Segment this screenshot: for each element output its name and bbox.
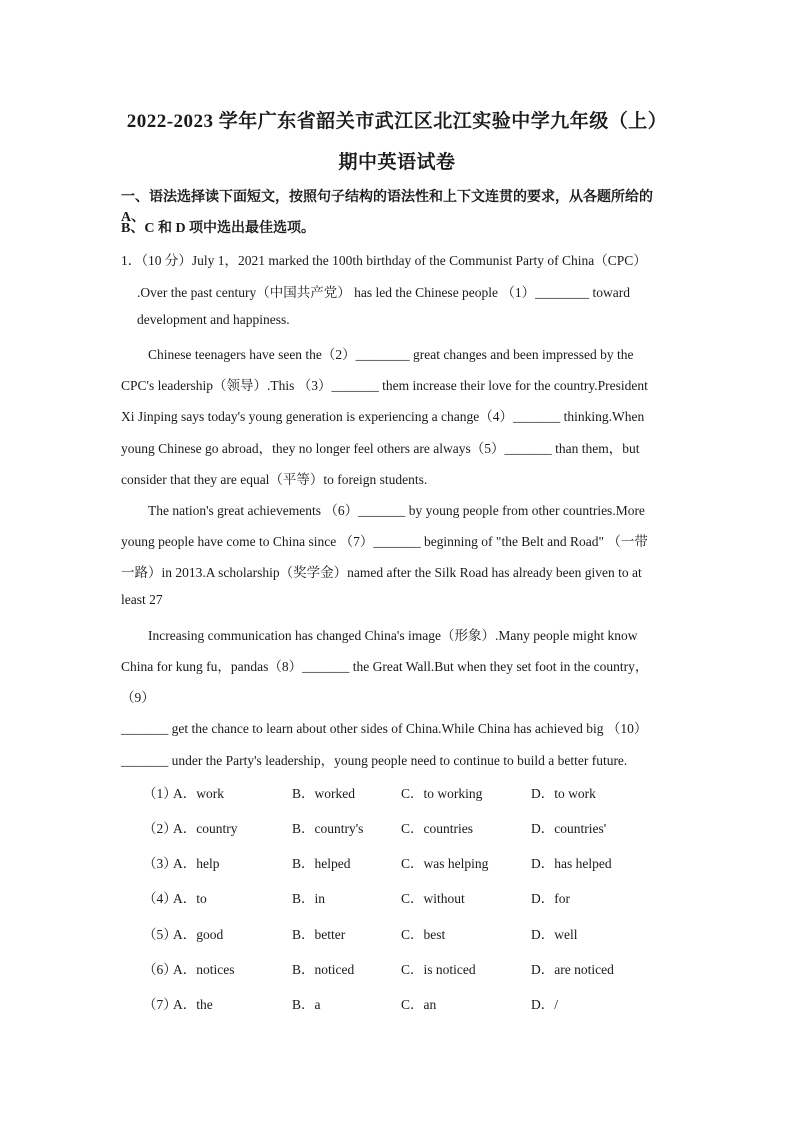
passage-line: young people have come to China since （7）_______ beginning of "the Belt and Road" （一带 bbox=[121, 534, 648, 549]
option-c[interactable]: C．to working bbox=[401, 786, 483, 801]
option-a[interactable]: A．help bbox=[173, 856, 220, 871]
section-instruction-line-2: B、C 和 D 项中选出最佳选项。 bbox=[121, 221, 316, 236]
passage-line: Chinese teenagers have seen the（2）________ great changes and been impressed by the bbox=[148, 347, 634, 362]
option-a[interactable]: A．country bbox=[173, 821, 238, 836]
option-b[interactable]: B．helped bbox=[292, 856, 351, 871]
passage-line: _______ under the Party's leadership，young people need to continue to build a better future. bbox=[121, 753, 628, 768]
question-number: （4） bbox=[143, 891, 177, 906]
option-b[interactable]: B．in bbox=[292, 891, 326, 906]
passage-line: young Chinese go abroad，they no longer feel others are always（5）_______ than them，but bbox=[121, 441, 640, 456]
passage-line: _______ get the chance to learn about other sides of China.While China has achieved big （10） bbox=[121, 721, 648, 736]
passage-line: consider that they are equal（平等）to foreign students. bbox=[121, 472, 428, 487]
option-c[interactable]: C．is noticed bbox=[401, 962, 476, 977]
passage-line: （9） bbox=[121, 690, 155, 705]
option-b[interactable]: B．better bbox=[292, 927, 346, 942]
question-number: （7） bbox=[143, 997, 177, 1012]
option-c[interactable]: C．countries bbox=[401, 821, 473, 836]
passage-line: Increasing communication has changed China's image（形象）.Many people might know bbox=[148, 628, 638, 643]
passage-line: China for kung fu，pandas（8）_______ the Great Wall.But when they set foot in the country， bbox=[121, 659, 649, 674]
option-d[interactable]: D．to work bbox=[531, 786, 596, 801]
option-b[interactable]: B．country's bbox=[292, 821, 364, 836]
option-d[interactable]: D．for bbox=[531, 891, 570, 906]
option-b[interactable]: B．noticed bbox=[292, 962, 355, 977]
passage-line: 一路）in 2013.A scholarship（奖学金）named after the Silk Road has already been given to at bbox=[121, 565, 642, 580]
option-c[interactable]: C．an bbox=[401, 997, 437, 1012]
option-b[interactable]: B．worked bbox=[292, 786, 355, 801]
question-number: （1） bbox=[143, 786, 177, 801]
page-subtitle: 期中英语试卷 bbox=[338, 152, 456, 173]
option-c[interactable]: C．best bbox=[401, 927, 446, 942]
question-number: （3） bbox=[143, 856, 177, 871]
option-a[interactable]: A．the bbox=[173, 997, 213, 1012]
page-title: 2022-2023 学年广东省韶关市武江区北江实验中学九年级（上） bbox=[126, 111, 668, 132]
passage-line: 1．（10 分）July 1，2021 marked the 100th birthday of the Communist Party of China（CPC） bbox=[121, 253, 647, 268]
option-a[interactable]: A．good bbox=[173, 927, 224, 942]
section-instruction-line-1: 一、语法选择读下面短文，按照句子结构的语法性和上下文连贯的要求，从各题所给的 A、 bbox=[121, 190, 653, 225]
option-a[interactable]: A．to bbox=[173, 891, 207, 906]
passage-line: CPC's leadership（领导）.This （3）_______ them increase their love for the country.President bbox=[121, 378, 648, 393]
passage-line: least 27 bbox=[121, 592, 163, 607]
option-d[interactable]: D．countries' bbox=[531, 821, 607, 836]
option-d[interactable]: D．has helped bbox=[531, 856, 612, 871]
option-b[interactable]: B．a bbox=[292, 997, 321, 1012]
question-number: （2） bbox=[143, 821, 177, 836]
option-d[interactable]: D．/ bbox=[531, 997, 558, 1012]
option-d[interactable]: D．well bbox=[531, 927, 578, 942]
passage-line: .Over the past century（中国共产党） has led the Chinese people （1）________ toward bbox=[137, 285, 631, 300]
option-a[interactable]: A．work bbox=[173, 786, 224, 801]
option-a[interactable]: A．notices bbox=[173, 962, 235, 977]
passage-line: Xi Jinping says today's young generation is experiencing a change（4）_______ thinking.When bbox=[121, 409, 645, 424]
question-number: （6） bbox=[143, 962, 177, 977]
passage-line: The nation's great achievements （6）_______ by young people from other countries.More bbox=[148, 503, 645, 518]
option-d[interactable]: D．are noticed bbox=[531, 962, 614, 977]
option-c[interactable]: C．without bbox=[401, 891, 465, 906]
option-c[interactable]: C．was helping bbox=[401, 856, 489, 871]
question-number: （5） bbox=[143, 927, 177, 942]
passage-line: development and happiness. bbox=[137, 312, 290, 327]
